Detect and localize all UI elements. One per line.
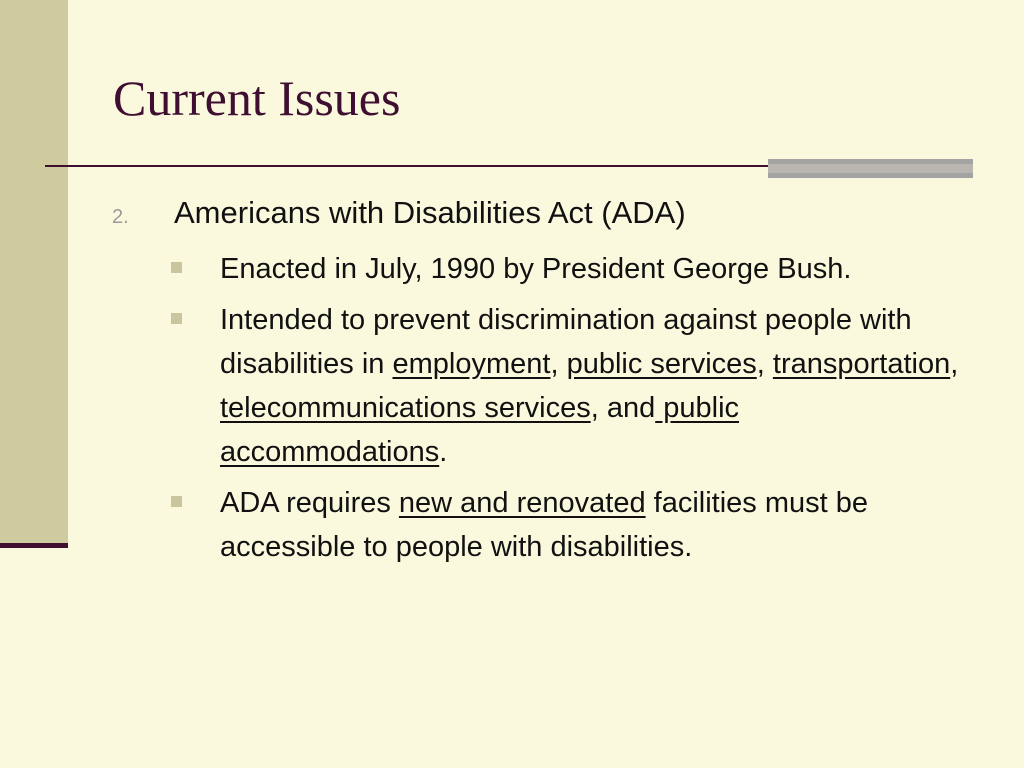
bullet-item bbox=[168, 247, 968, 291]
square-bullet-icon bbox=[171, 496, 182, 507]
link-employment[interactable]: employment bbox=[392, 348, 551, 380]
link-public-accommodations[interactable]: public accommodations bbox=[220, 392, 740, 468]
bullet-item bbox=[168, 298, 968, 474]
square-bullet-icon bbox=[171, 262, 182, 273]
link-transportation[interactable]: transportation bbox=[772, 348, 951, 380]
square-bullet-icon bbox=[171, 313, 182, 324]
bullet-list bbox=[168, 247, 968, 576]
text-run: , and bbox=[590, 392, 656, 424]
text-run: . bbox=[439, 436, 448, 468]
text-run: , bbox=[950, 348, 959, 380]
slide-title: Current Issues bbox=[113, 70, 401, 126]
text-run: , bbox=[550, 348, 567, 380]
text-run: , bbox=[756, 348, 773, 380]
accent-bar-middle bbox=[768, 164, 973, 173]
bullet-item bbox=[168, 481, 968, 569]
numbered-item bbox=[112, 193, 984, 233]
bullet-text bbox=[220, 298, 965, 474]
left-band-accent-line bbox=[0, 543, 68, 548]
link-telecommunications-services[interactable]: telecommunications services bbox=[220, 392, 591, 424]
accent-bar-bottom bbox=[768, 173, 973, 178]
item-number: 2. bbox=[112, 206, 129, 228]
bullet-text: Enacted in July, 1990 by President George Bush. bbox=[220, 253, 852, 285]
text-run: Intended to prevent discrimination against people with disabilities in bbox=[220, 304, 912, 380]
left-decorative-band bbox=[0, 0, 68, 548]
text-run: ADA requires bbox=[220, 487, 399, 519]
item-heading: Americans with Disabilities Act (ADA) bbox=[174, 195, 686, 230]
bullet-text bbox=[220, 481, 965, 569]
link-public-services[interactable]: public services bbox=[566, 348, 757, 380]
title-divider-line bbox=[45, 165, 775, 167]
link-new-and-renovated[interactable]: new and renovated bbox=[398, 487, 646, 519]
text-run: facilities must be accessible to people with disabilities. bbox=[220, 487, 869, 563]
